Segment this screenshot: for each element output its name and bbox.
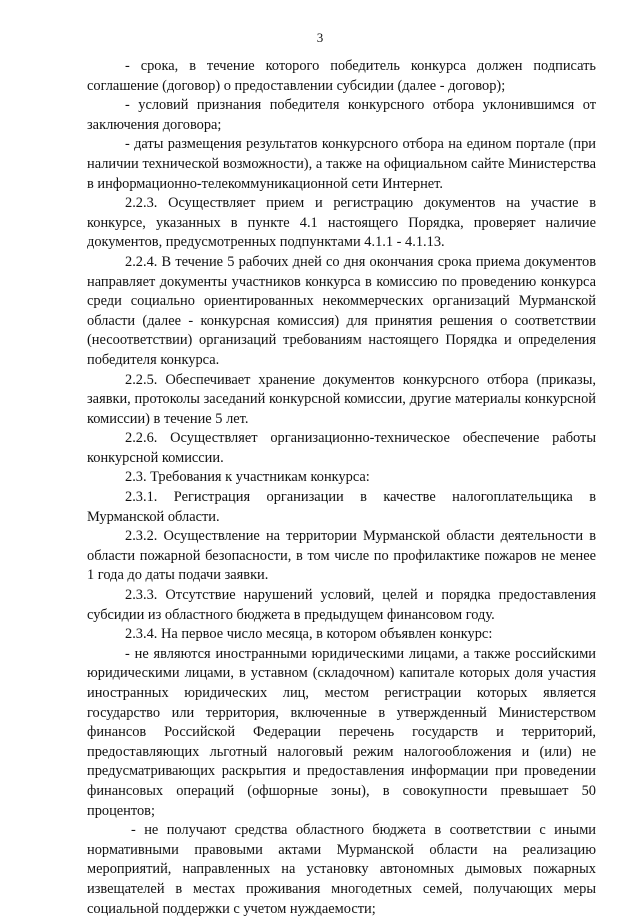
paragraph: 2.3.4. На первое число месяца, в котором объявлен конкурс: <box>125 626 493 643</box>
page-number: 3 <box>316 30 324 45</box>
paragraph: 2.2.5. Обеспечивает хранение документов конкурсного отбора (приказы, заявки, протоколы заседаний конкурсной комиссии, другие материалы конкурсной комиссии) в течение 5 лет. <box>87 371 596 427</box>
paragraph: 2.3.3. Отсутствие нарушений условий, целей и порядка предоставления субсидии из областного бюджета в предыдущем финансовом году. <box>87 587 596 623</box>
paragraph: 2.2.6. Осуществляет организационно-техническое обеспечение работы конкурсной комиссии. <box>87 430 596 466</box>
paragraph: 2.3. Требования к участникам конкурса: <box>125 469 370 486</box>
paragraph: - срока, в течение которого победитель конкурса должен подписать соглашение (договор) о предоставлении субсидии (далее - договор); <box>87 58 596 94</box>
document-body <box>87 57 596 919</box>
paragraph: - не получают средства областного бюджета в соответствии с иными нормативными правовыми актами Мурманской области на реализацию мероприятий, направленных на установку автономных дымовых пожарных извещателей в местах проживания многодетных семей, получающих меры социальной поддержки с учетом нуждаемости; <box>87 822 596 917</box>
paragraph: 2.3.2. Осуществление на территории Мурманской области деятельности в области пожарной безопасности, в том числе по профилактике пожаров не менее 1 года до даты подачи заявки. <box>87 528 596 584</box>
paragraph: 2.2.4. В течение 5 рабочих дней со дня окончания срока приема документов направляет документы участников конкурса в комиссию по проведению конкурса среди социально ориентированных некоммерческих организаций Мурманской области (далее - конкурсная комиссия) для принятия решения о соответствии (несоответствии) организаций требованиям настоящего Порядка и определения победителя конкурса. <box>87 253 596 368</box>
paragraph: - условий признания победителя конкурсного отбора уклонившимся от заключения договора; <box>87 97 596 133</box>
paragraph: 2.2.3. Осуществляет прием и регистрацию документов на участие в конкурсе, указанных в пункте 4.1 настоящего Порядка, проверяет наличие документов, предусмотренных подпунктами 4.1.1 - 4.1.13. <box>87 195 596 251</box>
paragraph: - не являются иностранными юридическими лицами, а также российскими юридическими лицами, в уставном (складочном) капитале которых доля участия иностранных юридических лиц, местом регистрации которых является государство или территория, включенные в утвержденный Министерством финансов Российской Федерации перечень государств и территорий, предоставляющих льготный налоговый режим налогообложения и (или) не предусматривающих раскрытия и предоставления информации при проведении финансовых операций (офшорные зоны), в совокупности превышает 50 процентов; <box>87 645 596 819</box>
paragraph: - даты размещения результатов конкурсного отбора на едином портале (при наличии технической возможности), а также на официальном сайте Министерства в информационно-телекоммуникационной сети Интернет. <box>87 136 596 192</box>
paragraph: 2.3.1. Регистрация организации в качестве налогоплательщика в Мурманской области. <box>87 489 596 525</box>
